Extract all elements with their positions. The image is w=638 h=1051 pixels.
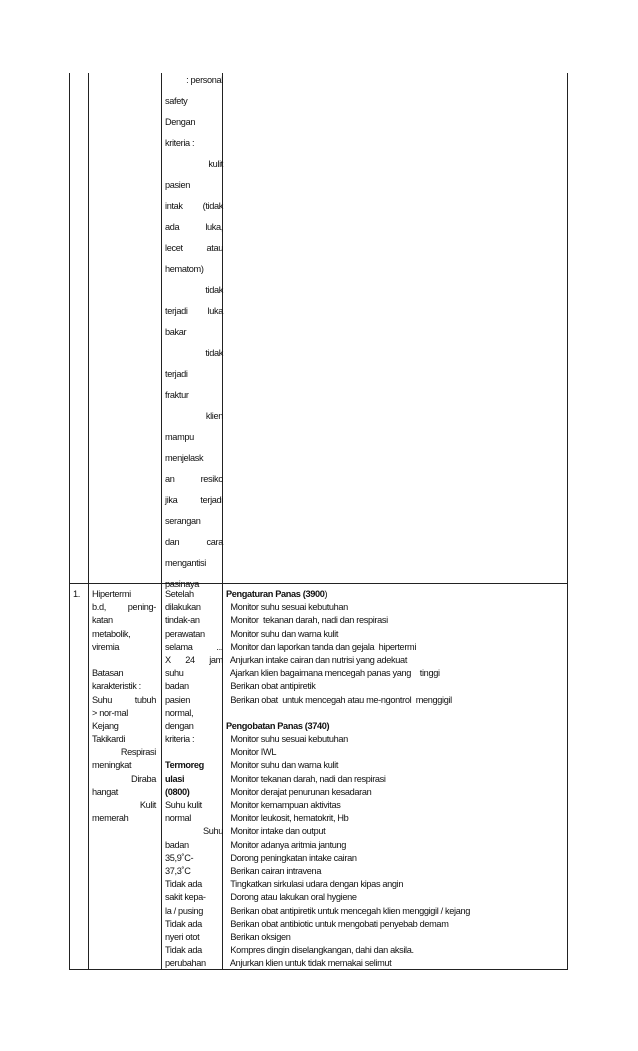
goal-line: X 24 jam <box>165 654 223 665</box>
intervention-item <box>226 931 566 944</box>
intervention-text: Monitor suhu sesuai kebutuhan <box>226 734 348 745</box>
goal-line: (0800) <box>165 786 190 797</box>
intervention-item <box>226 707 566 720</box>
criteria-line: kulit <box>208 159 223 169</box>
goal-line: dilakukan <box>165 602 201 613</box>
criteria-line: tidak <box>205 285 223 295</box>
intervention-item <box>226 628 566 641</box>
criteria-line: kriteria : <box>165 138 195 148</box>
intervention-text: Anjurkan intake cairan dan nutrisi yang adekuat <box>226 654 408 665</box>
intervention-text: Monitor derajat penurunan kesadaran <box>226 786 372 797</box>
intervention-item <box>226 812 566 825</box>
goal-line: Suhu <box>202 826 223 837</box>
intervention-text: Monitor intake dan output <box>226 826 326 837</box>
intervention-item <box>226 878 566 891</box>
intervention-item <box>226 799 566 812</box>
criteria-line: serangan <box>165 516 201 526</box>
intervention-item <box>226 839 566 852</box>
goal-line: selama ... <box>165 641 223 652</box>
goal-line: kriteria : <box>165 734 195 745</box>
intervention-text: Berikan obat antibiotic untuk mengobati penyebab demam <box>226 918 449 929</box>
intervention-item <box>226 680 566 693</box>
intervention-item <box>226 641 566 654</box>
diagnosis-line: Suhu tubuh <box>92 694 156 705</box>
intervention-item <box>226 957 566 970</box>
criteria-line: intak (tidak <box>165 201 223 211</box>
goal-line: 37,3˚C <box>165 865 191 876</box>
top-goal-criteria <box>165 70 223 595</box>
diagnosis-line: Hipertermi <box>92 589 131 599</box>
criteria-line: dan cara <box>165 537 223 547</box>
intervention-text: Kompres dingin diselangkangan, dahi dan aksila. <box>226 945 414 956</box>
intervention-text: Monitor suhu dan warna kulit <box>226 628 339 639</box>
goal-line <box>165 746 223 759</box>
criteria-line: an resiko <box>165 474 223 484</box>
intervention-item <box>226 918 566 931</box>
goal-line: tindak-an <box>165 615 200 626</box>
goal-line: normal <box>165 813 191 824</box>
criteria-line: lecet atau <box>165 243 223 253</box>
table-border-left <box>69 73 70 970</box>
intervention-text: Monitor IWL <box>226 747 277 758</box>
intervention-text: Berikan obat untuk mencegah atau me-ngontrol menggigil <box>226 694 452 705</box>
intervention-text: Monitor tekanan darah, nadi dan respirasi <box>226 773 386 784</box>
intervention-text: Pengaturan Panas (3900 <box>226 589 325 599</box>
intervention-cell <box>226 588 566 970</box>
diagnosis-line: > nor-mal <box>92 707 128 718</box>
criteria-line: Dengan <box>165 117 196 127</box>
intervention-text: Tingkatkan sirkulasi udara dengan kipas angin <box>226 879 404 890</box>
criteria-line: menjelask <box>165 453 204 463</box>
goal-line: Tidak ada <box>165 918 202 929</box>
intervention-heading <box>226 720 566 733</box>
intervention-item <box>226 733 566 746</box>
diagnosis-line: Respirasi <box>120 747 156 758</box>
intervention-item <box>226 654 566 667</box>
goal-line: Tidak ada <box>165 945 202 956</box>
intervention-item <box>226 773 566 786</box>
column-divider-1 <box>88 73 89 970</box>
intervention-heading <box>226 588 566 601</box>
intervention-item <box>226 891 566 904</box>
goal-line: perubahan <box>165 958 206 969</box>
intervention-text: Dorong peningkatan intake cairan <box>226 852 357 863</box>
criteria-line: jika terjadi <box>165 495 223 505</box>
criteria-line: klien <box>205 411 223 421</box>
goal-line: Setelah <box>165 589 194 599</box>
criteria-line: safety <box>165 96 188 106</box>
criteria-line: pasien <box>165 180 190 190</box>
criteria-line: mampu <box>165 432 194 442</box>
diagnosis-cell <box>92 588 156 825</box>
goal-line: sakit kepa- <box>165 892 206 903</box>
criteria-line: : personal <box>186 75 223 85</box>
goal-line: la / pusing <box>165 905 204 916</box>
diagnosis-line: Diraba <box>131 773 156 784</box>
goal-line: Tidak ada <box>165 879 202 890</box>
row-divider <box>69 583 568 584</box>
criteria-line: mengantisi <box>165 558 206 568</box>
intervention-item <box>226 746 566 759</box>
intervention-text: Ajarkan klien bagaimana mencegah panas yang tinggi <box>226 668 440 679</box>
intervention-suffix: ) <box>324 589 328 599</box>
intervention-text: Monitor tekanan darah, nadi dan respirasi <box>226 615 388 626</box>
diagnosis-line: memerah <box>92 813 129 824</box>
criteria-line: ada luka, <box>165 222 223 232</box>
diagnosis-line: meningkat <box>92 760 132 771</box>
goal-cell <box>165 588 223 970</box>
criteria-line: pasinaya <box>165 579 199 589</box>
intervention-text: Monitor dan laporkan tanda dan gejala hipertermi <box>226 641 417 652</box>
row-number-text: 1. <box>73 589 80 599</box>
diagnosis-line: Takikardi <box>92 734 126 745</box>
intervention-item <box>226 759 566 772</box>
diagnosis-line: viremia <box>92 641 120 652</box>
intervention-text: Dorong atau lakukan oral hygiene <box>226 892 357 903</box>
diagnosis-line: b.d, pening- <box>92 602 156 613</box>
intervention-text: Monitor leukosit, hematokrit, Hb <box>226 813 349 824</box>
column-divider-2 <box>161 73 162 970</box>
intervention-item <box>226 905 566 918</box>
intervention-text: Monitor adanya aritmia jantung <box>226 839 347 850</box>
intervention-item <box>226 786 566 799</box>
goal-line: perawatan <box>165 628 205 639</box>
row-number <box>73 588 88 601</box>
goal-line: badan <box>165 681 189 692</box>
intervention-text: Monitor suhu dan warna kulit <box>226 760 339 771</box>
intervention-item <box>226 614 566 627</box>
intervention-item <box>226 601 566 614</box>
goal-line: badan <box>165 839 189 850</box>
intervention-text: Berikan obat antipiretik <box>226 681 316 692</box>
intervention-item <box>226 667 566 680</box>
diagnosis-line: hangat <box>92 786 119 797</box>
criteria-line: hematom) <box>165 264 204 274</box>
criteria-line: terjadi <box>165 369 188 379</box>
goal-line: normal, <box>165 707 194 718</box>
intervention-item <box>226 694 566 707</box>
intervention-item <box>226 825 566 838</box>
goal-line: pasien <box>165 694 190 705</box>
criteria-line: fraktur <box>165 390 189 400</box>
goal-line: Termoreg <box>165 760 204 771</box>
intervention-text: Anjurkan klien untuk tidak memakai selimut <box>226 958 392 969</box>
diagnosis-line: katan <box>92 615 113 626</box>
intervention-text: Monitor kemampuan aktivitas <box>226 800 341 810</box>
goal-line: dengan <box>165 720 194 731</box>
intervention-text: Berikan oksigen <box>226 931 291 942</box>
intervention-item <box>226 852 566 865</box>
intervention-item <box>226 865 566 878</box>
goal-line: 35,9˚C- <box>165 852 194 863</box>
intervention-text: Berikan obat antipiretik untuk mencegah klien menggigil / kejang <box>226 905 471 916</box>
criteria-line: tidak <box>205 348 223 358</box>
criteria-line: bakar <box>165 327 187 337</box>
goal-line: nyeri otot <box>165 931 200 942</box>
diagnosis-line: karakteristik : <box>92 681 141 692</box>
table-border-right <box>567 73 568 970</box>
diagnosis-line: Kulit <box>139 800 156 810</box>
intervention-text: Pengobatan Panas (3740) <box>226 720 330 731</box>
goal-line: suhu <box>165 668 184 679</box>
diagnosis-line: Kejang <box>92 720 119 731</box>
criteria-line: terjadi luka <box>165 306 223 316</box>
intervention-text: Monitor suhu sesuai kebutuhan <box>226 602 348 613</box>
goal-line: Suhu kulit <box>165 800 202 810</box>
diagnosis-line: Batasan <box>92 668 124 679</box>
intervention-text: Berikan cairan intravena <box>226 865 322 876</box>
intervention-item <box>226 944 566 957</box>
goal-line: ulasi <box>165 773 185 784</box>
diagnosis-line <box>92 654 156 667</box>
diagnosis-line: metabolik, <box>92 628 131 639</box>
